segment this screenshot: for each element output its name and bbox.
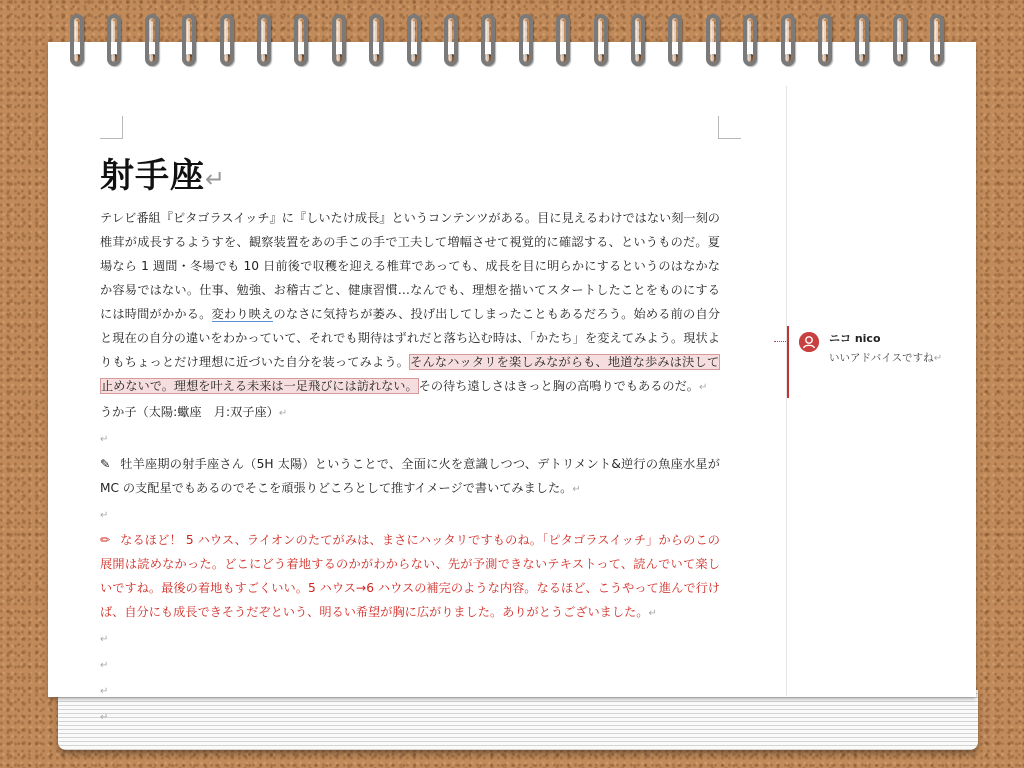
binding-ring <box>145 14 159 66</box>
paragraph-mark: ↵ <box>933 353 943 364</box>
main-paragraph[interactable] <box>100 206 720 400</box>
binding-ring <box>294 14 308 66</box>
empty-paragraph[interactable] <box>100 502 720 528</box>
empty-paragraph[interactable] <box>100 426 720 452</box>
para1-text-after: その待ち遠しさはきっと胸の高鳴りでもあるのだ。 <box>418 379 699 393</box>
binding-ring <box>930 14 944 66</box>
binding-ring <box>631 14 645 66</box>
binding-ring <box>519 14 533 66</box>
empty-paragraph[interactable] <box>100 704 720 730</box>
comment-text[interactable] <box>829 350 942 365</box>
empty-paragraph[interactable] <box>100 678 720 704</box>
crop-mark-top-right <box>718 116 741 139</box>
binding-ring <box>332 14 346 66</box>
underlined-text[interactable]: 変わり映え <box>211 307 274 321</box>
paragraph-mark: ↵ <box>698 382 708 393</box>
paragraph-mark: ↵ <box>648 608 657 619</box>
signature-text: うか子（太陽:蠍座 月:双子座） <box>100 405 279 419</box>
document-title[interactable] <box>100 148 226 197</box>
para1-text-before: テレビ番組『ピタゴラスイッチ』に『しいたけ成長』というコンテンツがある。目に見えるわけではない刻一刻の椎茸が成長するようすを、観察装置をあの手この手で工夫して増幅させて視覚的に確認する、というものだ。夏場なら 1 週間・冬場でも 10 日前後で収穫を迎える椎茸であっても、成長を目に明らかにするというのはなかなか容易ではない。仕事、勉強、お稽古ごと、健康習慣…なんでも、理想を描いてスタートしたことをものにするには時間がかかる。 <box>100 211 720 321</box>
paragraph-mark: ↵ <box>278 408 288 419</box>
binding-ring <box>668 14 682 66</box>
paragraph-mark: ↵ <box>205 165 227 193</box>
binding-ring <box>481 14 495 66</box>
binding-ring <box>369 14 383 66</box>
para1-text-middle: のなさに気持ちが萎み、投げ出してしまったこともあるだろう。始める前の自分と現在の自分の違いをわかっていて、それでも期待はずれだと落ち込む時は、「かたち」を変えてみよう。現状よりもちょっとだけ理想に近づいた自分を装ってみよう。 <box>100 307 721 369</box>
binding-ring <box>818 14 832 66</box>
comment-pane <box>786 86 973 696</box>
comment-author: ニコ nico <box>829 332 881 345</box>
commented-highlight[interactable]: そんなハッタリを楽しみながらも、地道な歩みは決して止めないで。理想を叶える未来は一足飛びには訪れない。 <box>101 355 720 393</box>
document-page <box>58 86 786 723</box>
empty-paragraph[interactable] <box>100 626 720 652</box>
binding-ring <box>182 14 196 66</box>
binding-ring <box>594 14 608 66</box>
paragraph-mark: ↵ <box>100 434 109 445</box>
title-text: 射手座 <box>100 156 205 196</box>
spiral-binding <box>48 14 976 74</box>
edit-note-icon: ✎ <box>100 457 111 471</box>
paragraph-mark: ↵ <box>100 686 109 697</box>
feedback-text: なるほど！ 5 ハウス、ライオンのたてがみは、まさにハッタリですものね。「ピタゴラスイッチ」からのこの展開は読めなかった。どこにどう着地するのかがわからない、先が予測できないテキストって、読んでいて楽しいですね。最後の着地もすごくいい。5 ハウス→6 ハウスの補完のような内容。なるほど、こうやって進んで行けば、自分にも成長できそうだぞという、明るい希望が胸に広がりました。ありがとうございました。 <box>100 533 720 619</box>
binding-ring <box>781 14 795 66</box>
paragraph-mark: ↵ <box>572 484 581 495</box>
paragraph-mark: ↵ <box>100 712 109 723</box>
binding-ring <box>706 14 720 66</box>
binding-ring <box>855 14 869 66</box>
paragraph-mark: ↵ <box>100 660 109 671</box>
paragraph-mark: ↵ <box>100 510 109 521</box>
pencil-icon: ✏ <box>100 533 111 547</box>
binding-ring <box>893 14 907 66</box>
binding-ring <box>556 14 570 66</box>
signature-line[interactable] <box>100 400 720 426</box>
binding-ring <box>743 14 757 66</box>
document-body[interactable] <box>100 206 720 730</box>
binding-ring <box>444 14 458 66</box>
paragraph-mark: ↵ <box>100 634 109 645</box>
person-icon[interactable] <box>799 332 819 352</box>
empty-paragraph[interactable] <box>100 652 720 678</box>
comment-body: いいアドバイスですね <box>829 352 934 364</box>
author-note[interactable] <box>100 452 720 502</box>
binding-ring <box>70 14 84 66</box>
crop-mark-top-left <box>100 116 123 139</box>
binding-ring <box>407 14 421 66</box>
binding-ring <box>220 14 234 66</box>
editor-feedback[interactable] <box>100 528 720 626</box>
binding-ring <box>107 14 121 66</box>
note-text: 牡羊座期の射手座さん（5H 太陽）ということで、全面に火を意識しつつ、デトリメント&逆行の魚座水星が MC の支配星でもあるのでそこを頑張りどころとして推すイメージで書いてみました。 <box>100 457 720 495</box>
comment-active-bar <box>787 326 789 398</box>
binding-ring <box>257 14 271 66</box>
